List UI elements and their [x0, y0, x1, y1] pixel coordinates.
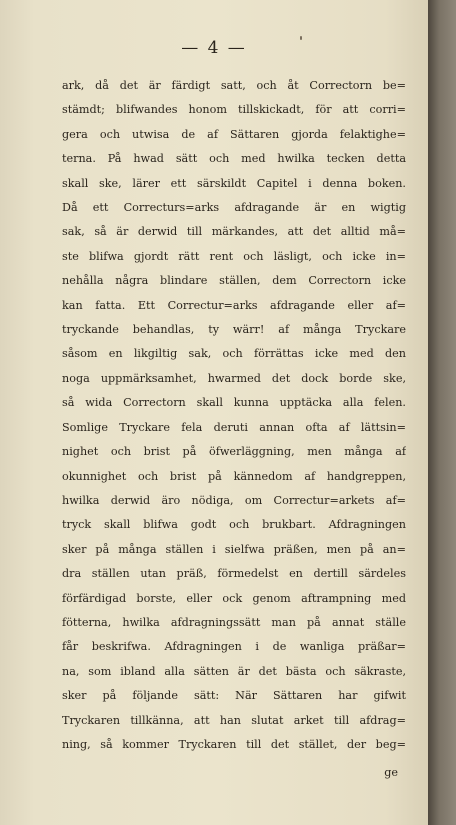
- text-line: skall ske, lärer ett särskildt Capitel i denna boken.: [62, 176, 406, 190]
- text-line: kan fatta. Ett Correctur=arks afdragande eller af=: [62, 298, 406, 312]
- text-line: Somlige Tryckare fela deruti annan ofta af lättsin=: [62, 420, 406, 434]
- text-line: nehålla några blindare ställen, dem Correctorn icke: [62, 274, 406, 288]
- text-line: såsom en likgiltig sak, och förrättas icke med den: [62, 347, 406, 361]
- book-fore-edge: [428, 0, 456, 825]
- text-line: tryck skall blifwa godt och brukbart. Afdragningen: [62, 518, 406, 532]
- text-line: dra ställen utan präß, förmedelst en dertill särdeles: [62, 567, 406, 581]
- page-number-header: — 4 —: [181, 38, 247, 58]
- text-line: sker på följande sätt: När Sättaren har gifwit: [62, 689, 406, 703]
- text-line: sker på många ställen i sielfwa präßen, men på an=: [62, 542, 406, 556]
- text-line: så wida Correctorn skall kunna upptäcka alla felen.: [62, 396, 406, 410]
- text-line: hwilka derwid äro nödiga, om Correctur=arkets af=: [62, 493, 406, 507]
- text-line: ark, då det är färdigt satt, och åt Correctorn be=: [62, 79, 406, 92]
- text-line: terna. På hwad sätt och med hwilka tecken detta: [62, 152, 406, 166]
- text-line: gera och utwisa de af Sättaren gjorda felaktighe=: [62, 127, 406, 141]
- text-line: nighet och brist på öfwerläggning, men många af: [62, 445, 406, 459]
- text-line: fötterna, hwilka afdragningssätt man på annat ställe: [62, 615, 406, 629]
- text-line: na, som ibland alla sätten är det bästa och säkraste,: [62, 664, 406, 678]
- text-line: ning, så kommer Tryckaren till det stället, der beg=: [62, 737, 406, 751]
- text-line: Tryckaren tillkänna, att han slutat arket till afdrag=: [62, 713, 406, 727]
- text-line: stämdt; blifwandes honom tillskickadt, för att corri=: [62, 103, 406, 117]
- text-line: tryckande behandlas, ty wärr! af många Tryckare: [62, 323, 406, 337]
- body-text: [62, 74, 406, 757]
- text-line: Då ett Correcturs=arks afdragande är en wigtig: [62, 201, 406, 215]
- text-line: noga uppmärksamhet, hwarmed det dock borde ske,: [62, 371, 406, 385]
- text-line: förfärdigad borste, eller ock genom aftrampning med: [62, 591, 406, 605]
- catchword: ge: [384, 766, 398, 779]
- text-line: får beskrifwa. Afdragningen i de wanliga präßar=: [62, 640, 406, 654]
- text-line: sak, så är derwid till märkandes, att det alltid må=: [62, 225, 406, 239]
- text-line: ste blifwa gjordt rätt rent och läsligt, och icke in=: [62, 249, 406, 263]
- text-line: okunnighet och brist på kännedom af handgreppen,: [62, 469, 406, 483]
